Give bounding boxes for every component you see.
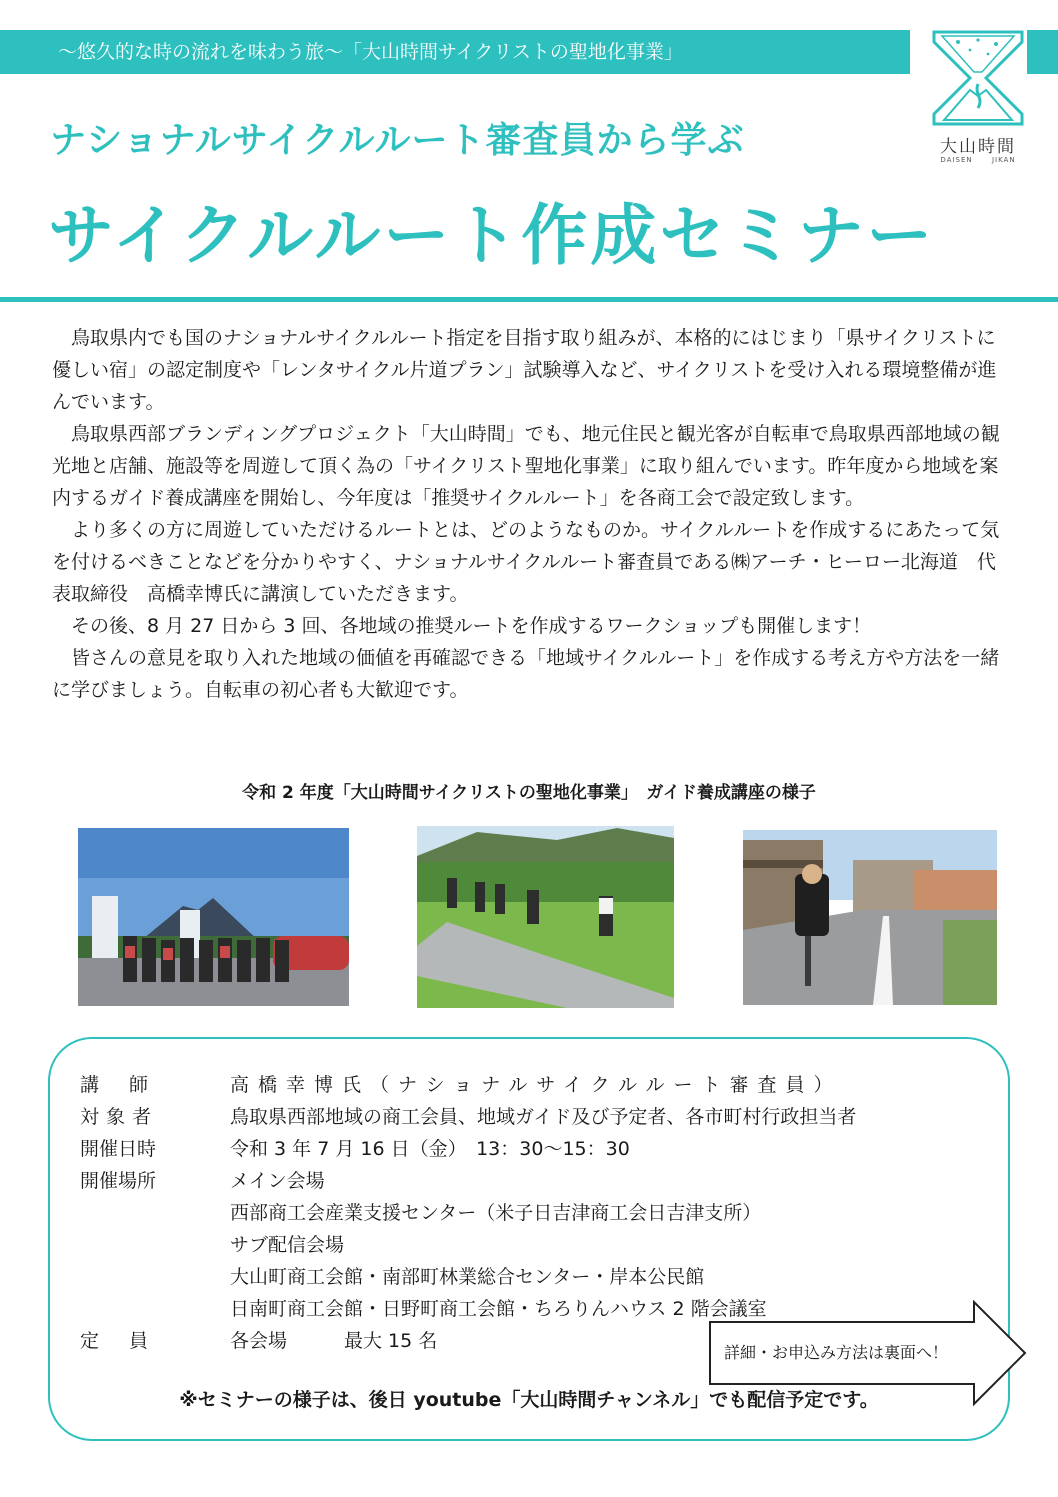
- photo-cyclists-path: [417, 826, 674, 1008]
- title-divider: [0, 297, 1058, 302]
- youtube-note: ※セミナーの様子は、後日 youtube「大山時間チャンネル」でも配信予定です。: [179, 1389, 879, 1411]
- page-title: サイクルルート作成セミナー: [48, 197, 936, 274]
- venue-sub-detail-1: 大山町商工会館・南部町林業総合センター・岸本公民館: [230, 1266, 705, 1288]
- intro-paragraph: その後、8 月 27 日から 3 回、各地域の推奨ルートを作成するワークショップも開催します！: [71, 615, 872, 637]
- venue-sub-detail-2: 日南町商工会館・日野町商工会館・ちろりんハウス 2 階会議室: [230, 1298, 767, 1320]
- capacity-label-text: 定員: [80, 1330, 179, 1352]
- target-value: 鳥取県西部地域の商工会員、地域ガイド及び予定者、各市町村行政担当者: [230, 1106, 857, 1128]
- photo-caption: 令和 2 年度「大山時間サイクリストの聖地化事業」 ガイド養成講座の様子: [242, 783, 816, 803]
- daisen-jikan-logo: [928, 28, 1028, 168]
- arrow-callout-text: 詳細・お申込み方法は裏面へ！: [724, 1343, 949, 1362]
- date-value: 令和 3 年 7 月 16 日（金） 13：30～15：30: [230, 1138, 630, 1160]
- intro-paragraph: 鳥取県内でも国のナショナルサイクルルート指定を目指す取り組みが、本格的にはじまり「県サイクリストに優しい宿」の認定制度や「レンタサイクル片道プラン」試験導入など、サイクリストを受け入れる環境整備が進んでいます。: [52, 327, 997, 413]
- venue-label: 開催場所: [80, 1170, 157, 1192]
- intro-paragraph: より多くの方に周遊していただけるルートとは、どのようなものか。サイクルルートを作成するにあたって気を付けるべきことなどを分かりやすく、ナショナルサイクルルート審査員である㈱アーチ・ヒーロー北海道 代表取締役 高橋幸博氏に講演していただきます。: [52, 519, 1000, 605]
- photo-group-daisen: [78, 828, 349, 1006]
- capacity-value: 各会場 最大 15 名: [230, 1330, 438, 1352]
- photo-rider-village: [743, 830, 997, 1005]
- capacity-label: [80, 1326, 178, 1353]
- banner-accent: [1027, 30, 1058, 74]
- intro-paragraph: 鳥取県西部ブランディングプロジェクト「大山時間」でも、地元住民と観光客が自転車で鳥取県西部地域の観光地と店舗、施設等を周遊して頂く為の「サイクリスト聖地化事業」に取り組んでいます。昨年度から地域を案内するガイド養成講座を開始し、今年度は「推奨サイクルルート」を各商工会で設定致します。: [52, 423, 1000, 509]
- page-subtitle: ナショナルサイクルルート審査員から学ぶ: [50, 120, 745, 161]
- target-label-text: 対象者: [80, 1106, 159, 1128]
- logo-text: 大山時間: [940, 137, 1016, 157]
- intro-paragraph: 皆さんの意見を取り入れた地域の価値を再確認できる「地域サイクルルート」を作成する考え方や方法を一緒に学びましょう。自転車の初心者も大歓迎です。: [52, 647, 1000, 701]
- lecturer-label-text: 講師: [80, 1074, 179, 1096]
- venue-main-heading: メイン会場: [230, 1170, 325, 1192]
- venue-sub-heading: サブ配信会場: [230, 1234, 345, 1256]
- intro-text: [52, 322, 1012, 706]
- lecturer-label: [80, 1070, 178, 1097]
- date-label: 開催日時: [80, 1138, 157, 1160]
- lecturer-value: 高橋幸博氏（ナショナルサイクルルート審査員）: [230, 1074, 842, 1096]
- hourglass-icon: [928, 28, 1028, 128]
- venue-main-detail: 西部商工会産業支援センター（米子日吉津商工会日吉津支所）: [230, 1202, 762, 1224]
- logo-subtext: DAISEN JIKAN: [940, 156, 1016, 164]
- target-label: [80, 1102, 158, 1129]
- top-banner: [0, 30, 910, 74]
- banner-text: ～悠久的な時の流れを味わう旅～「大山時間サイクリストの聖地化事業」: [58, 41, 683, 63]
